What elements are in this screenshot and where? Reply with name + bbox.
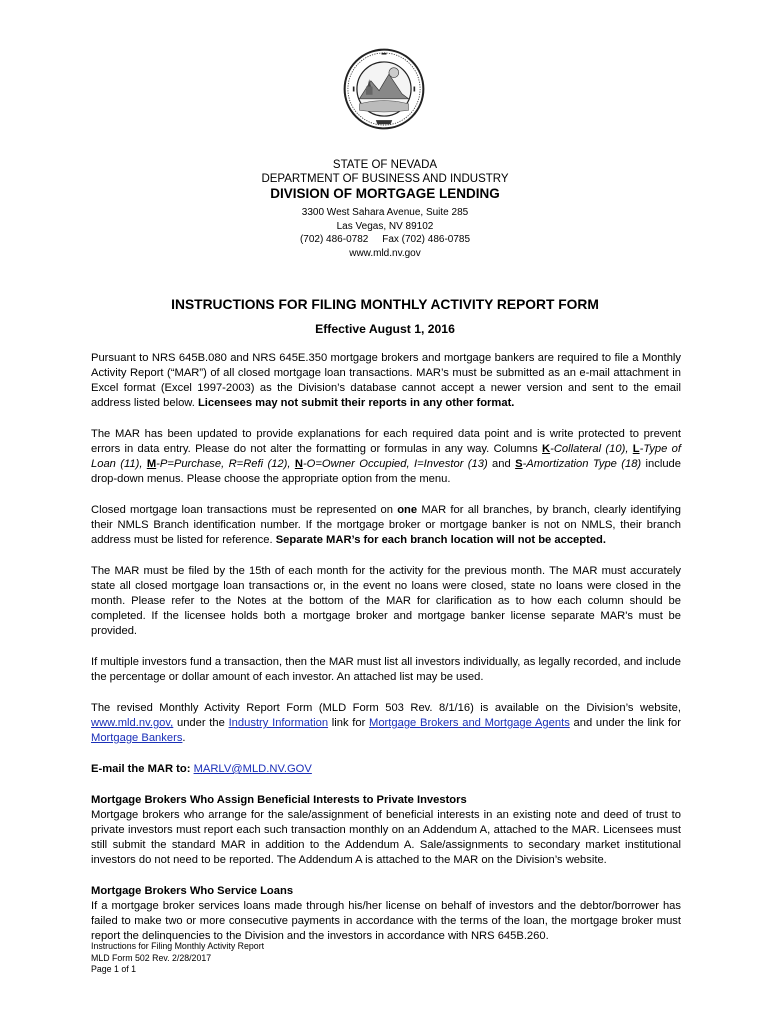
paragraph-multiple-investors: If multiple investors fund a transaction, then the MAR must list all investors individually, as legally recorded, and include the percentage or dollar amount of each investor. An attached list may be used. — [91, 656, 681, 683]
footer-form-number: MLD Form 502 Rev. 2/28/2017 — [91, 952, 212, 963]
address-line-2: Las Vegas, NV 89102 — [336, 220, 434, 232]
section-heading: Mortgage Brokers Who Assign Beneficial Interests to Private Investors — [91, 794, 467, 806]
agency-header — [0, 158, 770, 260]
paragraph-mar-updated: The MAR has been updated to provide explanations for each required data point and is write protected to prevent errors in data entry. Please do not alter the formatting or formulas in any way. Columns K-Collateral (10), L-Type of Loan (11), M-P=Purchase, R=Refi (12), N-O=Owner Occupied, I=Investor (13) and S-Amortization Type (18) include drop-down menus. Please choose the appropriate option from the menu. — [91, 428, 682, 485]
page-footer — [91, 941, 264, 976]
nevada-state-seal — [343, 48, 425, 130]
footer-title: Instructions for Filing Monthly Activity Report — [91, 941, 265, 951]
document-title: INSTRUCTIONS FOR FILING MONTHLY ACTIVITY REPORT FORM — [171, 297, 599, 312]
email-address-link[interactable]: MARLV@MLD.NV.GOV — [193, 763, 312, 775]
website-link[interactable]: www.mld.nv.gov, — [91, 717, 174, 729]
department-name: DEPARTMENT OF BUSINESS AND INDUSTRY — [261, 173, 509, 185]
mortgage-bankers-link[interactable]: Mortgage Bankers — [91, 732, 183, 744]
section-heading: Mortgage Brokers Who Service Loans — [91, 885, 294, 897]
address-line-1: 3300 West Sahara Avenue, Suite 285 — [301, 207, 469, 218]
email-label: E-mail the MAR to: — [91, 763, 194, 775]
section-assign-beneficial-interests: Mortgage Brokers Who Assign Beneficial Interests to Private Investors Mortgage brokers who arrange for the sale/assignment of beneficial interests in an existing note and deed of trust to private investors must report each such transaction monthly on an Addendum A, attached to the MAR. Licensees must still submit the standard MAR in addition to the Addendum A. Sale/assignments to secondary market institutional investors do not need to be reported. The Addendum A is attached to the MAR on the Division’s website. — [91, 794, 681, 866]
format-warning: Licensees may not submit their reports in any other format. — [197, 397, 515, 409]
page-number: Page 1 of 1 — [91, 964, 136, 974]
paragraph-branches: Closed mortgage loan transactions must be represented on one MAR for all branches, by branch, clearly identifying their NMLS Branch identification number. If the mortgage broker or mortgage banker is not on NMLS, their branch address must be listed for reference. Separate MAR’s for each branch location will not be accepted. — [91, 504, 681, 546]
email-instruction — [91, 762, 681, 777]
state-name: STATE OF NEVADA — [332, 159, 438, 171]
paragraph-revised-form: The revised Monthly Activity Report Form (MLD Form 503 Rev. 8/1/16) is available on the Division’s website, www.mld.nv.gov, under the Industry Information link for Mortgage Brokers and Mortgage Agents and under the link for Mortgage Bankers. — [91, 702, 682, 744]
document-body — [91, 351, 681, 960]
effective-date: Effective August 1, 2016 — [315, 322, 455, 336]
mortgage-brokers-agents-link[interactable]: Mortgage Brokers and Mortgage Agents — [369, 717, 570, 729]
section-service-loans: Mortgage Brokers Who Service Loans If a mortgage broker services loans made through his/her license on behalf of investors and the debtor/borrower has failed to make two or more consecutive payments in accordance with the terms of the loan, the mortgage broker must report the delinquencies to the Division and the investors in accordance with NRS 645B.260. — [91, 885, 681, 942]
website-text: www.mld.nv.gov — [349, 247, 421, 259]
paragraph-filing-deadline: The MAR must be filed by the 15th of each month for the activity for the previous month. The MAR must accurately state all closed mortgage loan transactions or, in the event no loans were closed, state no loans were closed in the month. Please refer to the Notes at the bottom of the MAR for clarification as to how each column should be completed. If the licensee holds both a mortgage broker and mortgage banker license separate MAR's must be provided. — [91, 565, 681, 637]
phone-fax: (702) 486-0782 Fax (702) 486-0785 — [299, 234, 471, 245]
division-name: DIVISION OF MORTGAGE LENDING — [270, 186, 500, 201]
paragraph-filing-requirement: Pursuant to NRS 645B.080 and NRS 645E.350 mortgage brokers and mortgage bankers are required to file a Monthly Activity Report (“MAR”) of all closed mortgage loan transactions. MAR’s must be submitted as an e-mail attachment in Excel format (Excel 1997-2003) as the Division’s database cannot accept a newer version and sent to the email address listed below. Licensees may not submit their reports in any other format. — [91, 352, 681, 409]
industry-information-link[interactable]: Industry Information — [228, 717, 329, 729]
